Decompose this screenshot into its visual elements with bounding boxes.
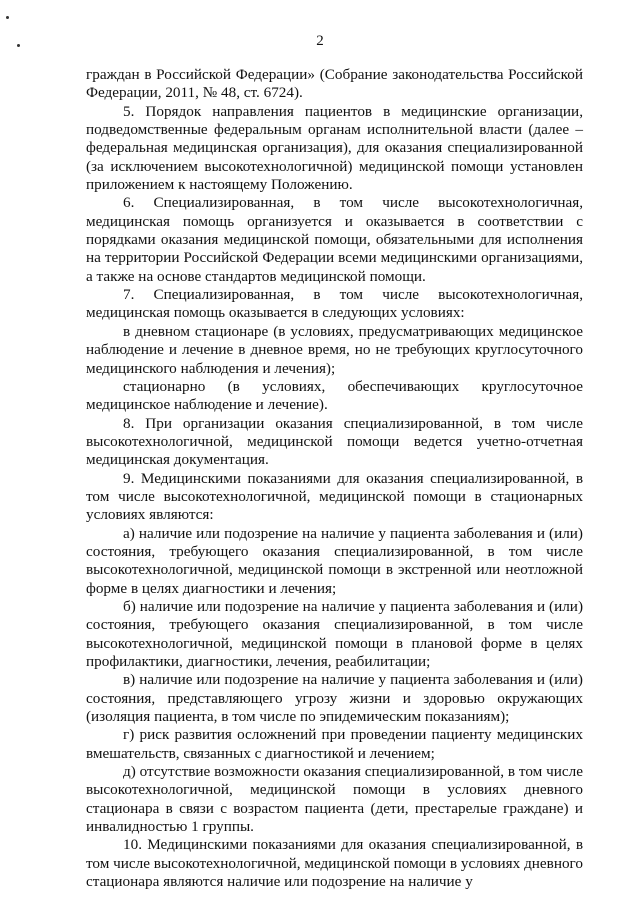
paragraph-item-7-inpatient: стационарно (в условиях, обеспечивающих круглосуточное медицинское наблюдение и лечение). <box>86 377 583 414</box>
page-number: 2 <box>316 33 324 49</box>
paragraph-item-7: 7. Специализированная, в том числе высокотехнологичная, медицинская помощь оказывается в следующих условиях: <box>86 286 583 322</box>
paragraph-continuation: граждан в Российской Федерации» (Собрание законодательства Российской Федерации, 2011, № 48, ст. 6724). <box>86 66 583 102</box>
scan-speck <box>6 16 9 19</box>
paragraph-item-5: 5. Порядок направления пациентов в медицинские организации, подведомственные федеральным органам исполнительной власти (далее – федеральная медицинская организация), для оказания специализированной (за исключением высокотехнологичной) медицинской помощи установлен приложением к настоящему Положению. <box>86 102 583 194</box>
paragraph-item-9b: б) наличие или подозрение на наличие у пациента заболевания и (или) состояния, требующего оказания специализированной, в том числе высокотехнологичной, медицинской помощи в плановой форме в целях профилактики, диагностики, лечения, реабилитации; <box>86 597 583 670</box>
paragraph-item-10: 10. Медицинскими показаниями для оказания специализированной, в том числе высокотехнологичной, медицинской помощи в условиях дневного стационара являются наличие или подозрение на наличие у <box>86 836 583 891</box>
paragraph-item-7-day-hospital: в дневном стационаре (в условиях, предусматривающих медицинское наблюдение и лечение в дневное время, но не требующих круглосуточного медицинского наблюдения и лечения); <box>86 322 583 377</box>
paragraph-item-8: 8. При организации оказания специализированной, в том числе высокотехнологичной, медицинской помощи ведется учетно-отчетная медицинская документация. <box>86 414 583 469</box>
paragraph-item-9v: в) наличие или подозрение на наличие у пациента заболевания и (или) состояния, представляющего угрозу жизни и здоровью окружающих (изоляция пациента, в том числе по эпидемическим показаниям); <box>86 671 583 726</box>
paragraph-item-9a: а) наличие или подозрение на наличие у пациента заболевания и (или) состояния, требующего оказания специализированной, в том числе высокотехнологичной, медицинской помощи в экстренной или неотложной форме в целях диагностики и лечения; <box>86 524 583 597</box>
paragraph-item-9d: д) отсутствие возможности оказания специализированной, в том числе высокотехнологичной, медицинской помощи в условиях дневного стационара в связи с возрастом пациента (дети, престарелые граждане) и инвалидностью 1 группы. <box>86 763 583 836</box>
paragraph-item-9g: г) риск развития осложнений при проведении пациенту медицинских вмешательств, связанных с диагностикой и лечением; <box>86 726 583 762</box>
paragraph-item-6: 6. Специализированная, в том числе высокотехнологичная, медицинская помощь организуется и оказывается в соответствии с порядками оказания медицинской помощи, обязательными для исполнения на территории Российской Федерации всеми медицинскими организациями, а также на основе стандартов медицинской помощи. <box>86 194 583 285</box>
document-body <box>86 66 583 891</box>
paragraph-item-9: 9. Медицинскими показаниями для оказания специализированной, в том числе высокотехнологичной, медицинской помощи в стационарных условиях являются: <box>86 469 583 524</box>
